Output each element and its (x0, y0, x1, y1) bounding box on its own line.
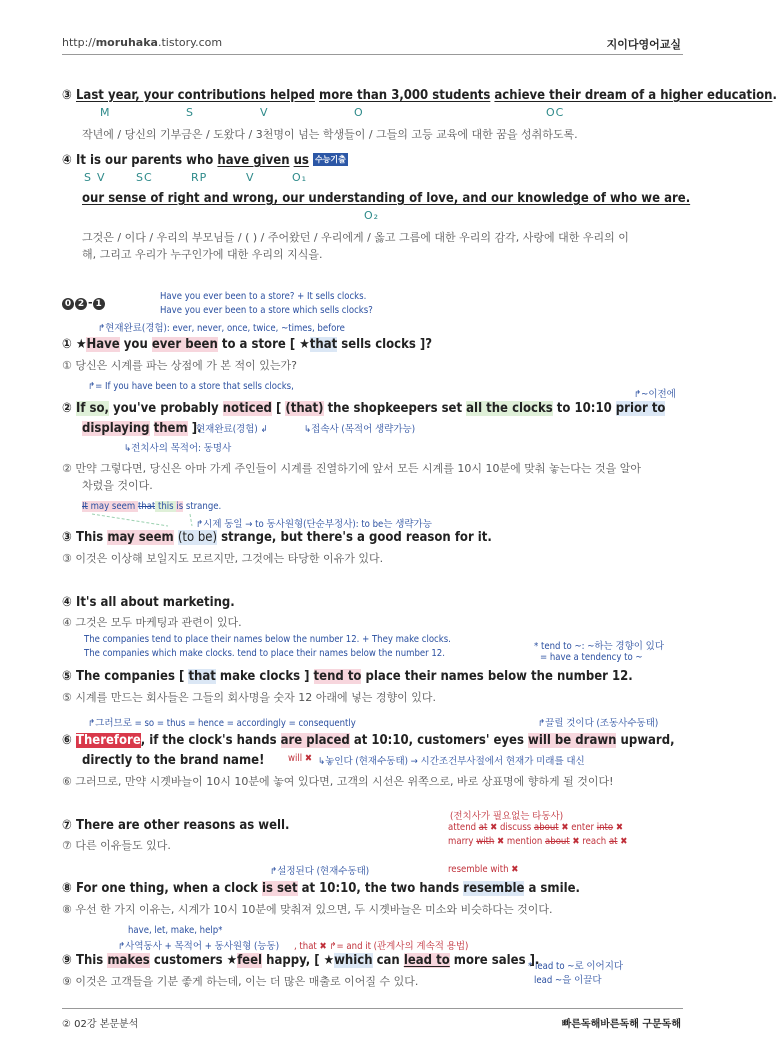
note-6c: will ✖ (288, 753, 312, 764)
footer-divider (62, 1008, 683, 1009)
translation-3: 작년에 / 당신의 기부금은 / 도왔다 / 3천명이 넘는 학생들이 / 그들의 고등 교육에 대한 꿈을 성취하도록. (82, 128, 578, 141)
sentence-p8: ⑧ For one thing, when a clock is set at 10:10, the two hands resemble a smile. (62, 881, 580, 896)
translation-p5: ⑤ 시계를 만드는 회사들은 그들의 회사명을 숫자 12 아래에 넣는 경향이 있다. (62, 691, 436, 704)
note-6a: ↱그러므로 = so = thus = hence = accordingly = consequently (88, 718, 356, 729)
note-2e: ↳전치사의 목적어: 동명사 (124, 443, 232, 454)
note-2d: ↳접속사 (목적어 생략가능) (304, 424, 416, 435)
translation-4b: 해, 그리고 우리가 누구인가에 대한 우리의 지식을. (82, 248, 323, 261)
note-2a: ↱= If you have been to a store that sells clocks, (88, 381, 294, 392)
gram-rp: RP (191, 171, 208, 184)
gram-o: O (354, 106, 364, 119)
note-9d: * lead to ~로 이어지다 (528, 961, 624, 972)
note-9a: have, let, make, help* (128, 925, 223, 936)
gram-s: S (186, 106, 194, 119)
sentence-p3: ③ This may seem (to be) strange, but there's a good reason for it. (62, 530, 492, 545)
note-7h: (전치사가 필요없는 타동사) (450, 811, 564, 822)
note-8b: resemble with ✖ (448, 864, 519, 875)
gram-v2: V (246, 171, 255, 184)
note-3a: It may seem that this is strange. (82, 501, 222, 512)
note-5b: The companies which make clocks. tend to place their names below the number 12. (84, 648, 445, 659)
sentence-p2-line2: displaying them ]. (82, 421, 202, 436)
gram-v: V (260, 106, 269, 119)
translation-p4: ④ 그것은 모두 마케팅과 관련이 있다. (62, 616, 242, 629)
note-8a: ↱설정된다 (현재수동태) (270, 866, 370, 877)
translation-p8: ⑧ 우선 한 가지 이유는, 시계가 10시 10분에 맞춰져 있으면, 두 시곗바늘은 미소와 비슷하다는 것이다. (62, 903, 553, 916)
footer-right: 빠른독해바른독해 구문독해 (561, 1019, 681, 1030)
gram-s: S (84, 171, 92, 184)
translation-p2a: ② 만약 그렇다면, 당신은 아마 가게 주인들이 시계를 진열하기에 앞서 모든 시계를 10시 10분에 맞춰 놓는다는 것을 알아 (62, 462, 641, 475)
header-divider (62, 54, 683, 55)
note-7l1: attend at ✖ discuss about ✖ enter into ✖ (448, 822, 623, 833)
note-6d: ↳놓인다 (현재수동태) → 시간조건부사절에서 현재가 미래를 대신 (318, 756, 585, 767)
translation-p7: ⑦ 다른 이유들도 있다. (62, 839, 171, 852)
footer-left: ② 02강 본문분석 (62, 1019, 139, 1030)
sentence-p9: ⑨ This makes customers ★feel happy, [ ★which can lead to more sales ]. (62, 953, 540, 968)
gram-oc: OC (546, 106, 565, 119)
exam-badge: 수능기출 (314, 155, 346, 164)
translation-p6: ⑥ 그러므로, 만약 시곗바늘이 10시 10분에 놓여 있다면, 고객의 시선은 위쪽으로, 바로 상표명에 향하게 될 것이다! (62, 775, 614, 788)
sentence-p6-line2: directly to the brand name! (82, 753, 265, 768)
section-label: 0 2 - 1 (62, 296, 106, 310)
sentence-p5: ⑤ The companies [ that make clocks ] tend to place their names below the number 12. (62, 669, 633, 684)
sentence-p6: ⑥ Therefore, if the clock's hands are placed at 10:10, customers' eyes will be drawn upward, (62, 733, 675, 748)
note-1a: Have you ever been to a store? + It sells clocks. (160, 291, 367, 302)
header-brand: 지이다영어교실 (606, 38, 681, 51)
gram-o2: O₂ (364, 209, 380, 222)
sentence-p2: ② If so, you've probably noticed [ (that) the shopkeepers set all the clocks to 10:10 prior to (62, 401, 666, 416)
note-5a: The companies tend to place their names below the number 12. + They make clocks. (84, 634, 451, 645)
gram-m: M (100, 106, 111, 119)
note-5c: * tend to ~: ~하는 경향이 있다 (534, 641, 665, 652)
note-1c: ↱현재완료(경험): ever, never, once, twice, ~times, before (98, 323, 345, 334)
note-6b: ↱끌릴 것이다 (조동사수동태) (538, 718, 659, 729)
note-9e: lead ~을 이끌다 (534, 975, 602, 986)
translation-p9: ⑨ 이것은 고객들을 기분 좋게 하는데, 이는 더 많은 매출로 이어질 수 있다. (62, 975, 419, 988)
sentence-p4: ④ It's all about marketing. (62, 595, 235, 610)
gram-sc: SC (136, 171, 153, 184)
note-9c: , that ✖ ↱= and it (관계사의 계속적 용법) (294, 941, 469, 952)
note-1b: Have you ever been to a store which sells clocks? (160, 305, 373, 316)
note-9b: ↱사역동사 + 목적어 + 동사원형 (능동) (118, 941, 280, 952)
sentence-4: ④ It is our parents who have given us 수능기출 (62, 153, 346, 168)
translation-p2b: 차렸을 것이다. (82, 479, 153, 492)
gram-v: V (97, 171, 106, 184)
header-url: http://moruhaka.tistory.com (62, 36, 223, 49)
note-3b: ↱시제 동일 → to 동사원형(단순부정사): to be는 생략가능 (196, 519, 432, 530)
translation-p3: ③ 이것은 이상해 보일지도 모르지만, 그것에는 타당한 이유가 있다. (62, 552, 384, 565)
arrow-lines (60, 508, 210, 532)
sentence-p7: ⑦ There are other reasons as well. (62, 818, 290, 833)
note-7l2: marry with ✖ mention about ✖ reach at ✖ (448, 836, 628, 847)
note-2b: ↱~이전에 (634, 389, 676, 400)
translation-p1: ① 당신은 시계를 파는 상점에 가 본 적이 있는가? (62, 359, 297, 372)
note-5d: = have a tendency to ~ (540, 652, 643, 663)
sentence-4-line2: our sense of right and wrong, our understanding of love, and our knowledge of who we are. (82, 191, 691, 206)
sentence-p1: ① ★Have you ever been to a store [ ★that sells clocks ]? (62, 337, 433, 352)
translation-4a: 그것은 / 이다 / 우리의 부모님들 / ( ) / 주어왔던 / 우리에게 / 옳고 그름에 대한 우리의 감각, 사랑에 대한 우리의 이 (82, 231, 629, 244)
sentence-3: ③ Last year, your contributions helped more than 3,000 students achieve their dream of a higher education. (62, 88, 777, 103)
note-2c: 현재완료(경험) ↲ (196, 424, 268, 435)
gram-o1: O₁ (292, 171, 308, 184)
